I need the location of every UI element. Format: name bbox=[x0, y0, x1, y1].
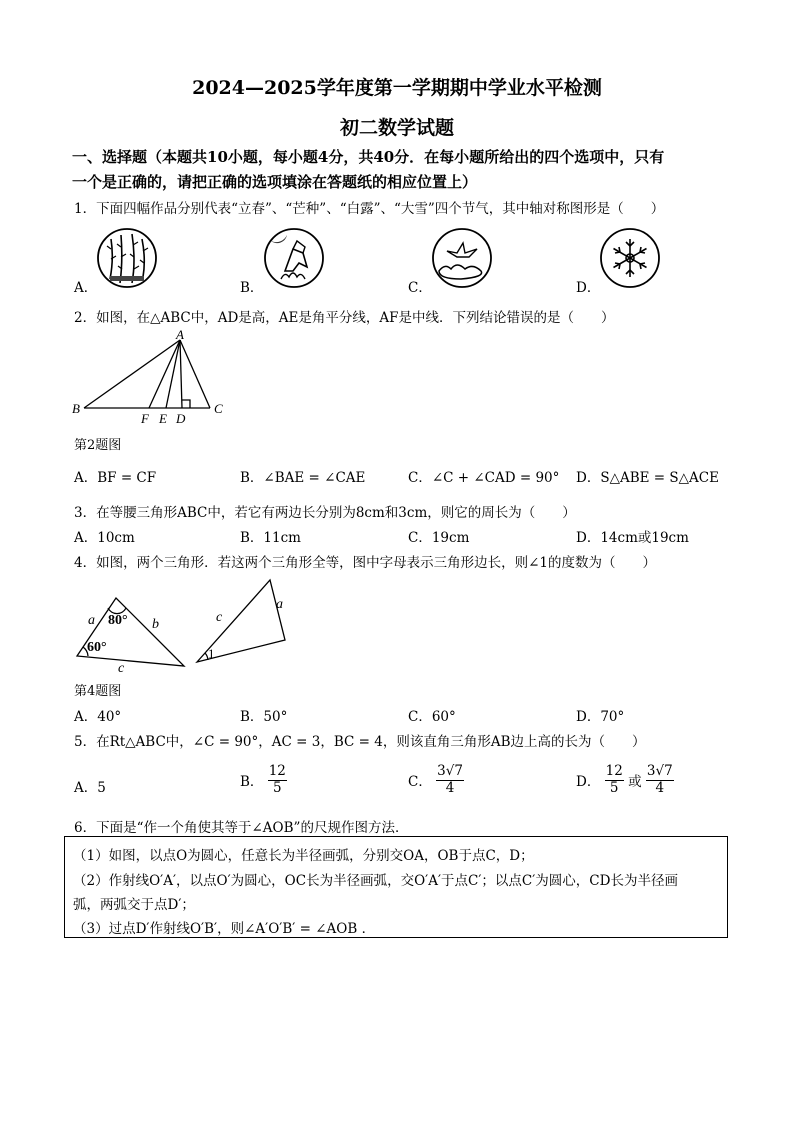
section-header-line2: 一个是正确的，请把正确的选项填涂在答题纸的相应位置上） bbox=[72, 173, 478, 191]
q5-option-c-label: C． bbox=[408, 774, 432, 791]
q2-option-a[interactable]: A．BF = CF bbox=[74, 470, 157, 486]
q2-label-d: D bbox=[176, 411, 186, 426]
q2-stem: 2．如图，在△ABC中，AD是高，AE是角平分线，AF是中线．下列结论错误的是（ ） bbox=[74, 310, 615, 326]
q4-side-a-right: a bbox=[276, 597, 283, 612]
q3-stem: 3．在等腰三角形ABC中，若它有两边长分别为8cm和3cm，则它的周长为（ ） bbox=[74, 505, 576, 521]
q5-option-d[interactable] bbox=[576, 764, 674, 796]
q2-option-d[interactable]: D．S△ABE = S△ACE bbox=[576, 470, 719, 486]
q2-option-b[interactable]: B．∠BAE = ∠CAE bbox=[240, 470, 366, 486]
q2-label-e: E bbox=[159, 411, 167, 426]
q6-construction-steps-box bbox=[64, 836, 728, 938]
q4-triangles-figure bbox=[70, 576, 290, 676]
q1-option-b-label[interactable]: B． bbox=[240, 280, 264, 296]
q5-option-a[interactable]: A．5 bbox=[74, 780, 106, 796]
q5-option-b-numerator: 12 bbox=[268, 763, 286, 779]
q2-triangle-figure bbox=[66, 330, 236, 428]
q5-option-d-denominator-1: 5 bbox=[609, 779, 619, 796]
q6-step-1: （1）如图，以点O为圆心，任意长为半径画弧，分别交OA，OB于点C，D； bbox=[73, 848, 534, 864]
q2-label-c: C bbox=[214, 401, 223, 416]
q5-option-b[interactable] bbox=[240, 764, 287, 796]
q2-label-b: B bbox=[72, 401, 80, 416]
q1-option-a-label[interactable]: A． bbox=[74, 280, 98, 296]
q3-option-d[interactable]: D．14cm或19cm bbox=[576, 530, 689, 546]
q4-side-a-left: a bbox=[88, 613, 95, 628]
q2-caption: 第2题图 bbox=[74, 438, 122, 453]
q4-option-b[interactable]: B．50° bbox=[240, 709, 288, 725]
q4-angle-80: 80° bbox=[108, 613, 128, 628]
snowflake-icon bbox=[599, 227, 661, 289]
q4-side-c-left: c bbox=[118, 661, 125, 676]
q3-option-c[interactable]: C．19cm bbox=[408, 530, 470, 546]
q4-option-a[interactable]: A．40° bbox=[74, 709, 122, 725]
q5-option-d-or: 或 bbox=[628, 774, 642, 791]
q5-option-b-denominator: 5 bbox=[273, 779, 282, 796]
q5-option-d-fraction-2 bbox=[646, 764, 674, 796]
q5-option-d-numerator-2: 3√7 bbox=[646, 763, 673, 779]
q6-step-2-continued: 弧，两弧交于点D′； bbox=[73, 897, 195, 913]
q5-option-d-fraction-1 bbox=[605, 764, 624, 796]
exam-subtitle: 初二数学试题 bbox=[339, 117, 454, 139]
q1-stem: 1．下面四幅作品分别代表“立春”、“芒种”、“白露”、“大雪”四个节气，其中轴对称图形是（ ） bbox=[74, 201, 665, 217]
q1-option-d-label[interactable]: D． bbox=[576, 280, 601, 296]
q2-option-c[interactable]: C．∠C + ∠CAD = 90° bbox=[408, 470, 560, 486]
q5-option-c[interactable] bbox=[408, 764, 464, 796]
q4-side-b: b bbox=[152, 617, 159, 632]
white-dew-bird-icon bbox=[431, 227, 493, 289]
q4-angle-1: 1 bbox=[208, 646, 215, 661]
q4-caption: 第4题图 bbox=[74, 684, 122, 699]
q2-label-a: A bbox=[176, 330, 184, 342]
q3-option-b[interactable]: B．11cm bbox=[240, 530, 301, 546]
q5-option-c-numerator: 3√7 bbox=[437, 763, 463, 779]
q4-option-c[interactable]: C．60° bbox=[408, 709, 456, 725]
section-header-line1: 一、选择题（本题共10小题，每小题4分，共40分．在每小题所给出的四个选项中，只有 bbox=[72, 148, 665, 166]
spring-branches-icon bbox=[96, 227, 158, 289]
q6-step-2: （2）作射线O′A′，以点O′为圆心，OC长为半径画弧，交O′A′于点C′；以点C′为圆心，CD长为半径画 bbox=[73, 873, 678, 889]
q4-side-c-right: c bbox=[216, 610, 223, 625]
q5-option-d-numerator-1: 12 bbox=[605, 763, 623, 779]
q4-stem: 4．如图，两个三角形．若这两个三角形全等，图中字母表示三角形边长，则∠1的度数为（ ） bbox=[74, 555, 656, 571]
grain-in-ear-icon bbox=[263, 227, 325, 289]
q2-label-f: F bbox=[141, 411, 149, 426]
q6-step-3: （3）过点D′作射线O′B′，则∠A′O′B′ = ∠AOB ． bbox=[73, 921, 376, 937]
q4-angle-60: 60° bbox=[87, 640, 107, 655]
q4-option-d[interactable]: D．70° bbox=[576, 709, 625, 725]
q5-option-b-fraction bbox=[268, 764, 287, 796]
q5-option-c-fraction bbox=[436, 764, 464, 796]
q5-option-d-denominator-2: 4 bbox=[655, 779, 665, 796]
q1-option-c-label[interactable]: C． bbox=[408, 280, 432, 296]
exam-title: 2024—2025学年度第一学期期中学业水平检测 bbox=[192, 77, 602, 99]
q5-option-d-label: D． bbox=[576, 774, 601, 791]
q5-option-c-denominator: 4 bbox=[445, 779, 455, 796]
q3-option-a[interactable]: A．10cm bbox=[74, 530, 135, 546]
q5-stem: 5．在Rt△ABC中，∠C = 90°，AC = 3，BC = 4，则该直角三角形AB边上高的长为（ ） bbox=[74, 734, 646, 750]
q6-stem: 6．下面是“作一个角使其等于∠AOB”的尺规作图方法． bbox=[74, 820, 409, 836]
q5-option-b-label: B． bbox=[240, 774, 264, 791]
